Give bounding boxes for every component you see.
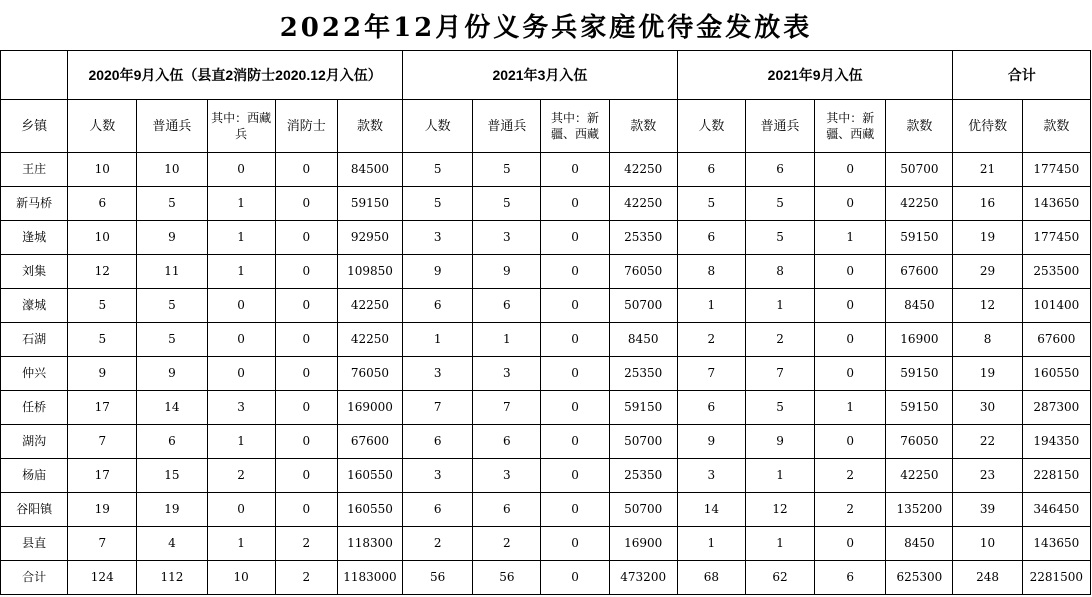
table-cell: 1 xyxy=(677,289,745,323)
table-cell: 3 xyxy=(403,221,473,255)
table-cell: 5 xyxy=(403,187,473,221)
table-cell: 6 xyxy=(677,153,745,187)
table-cell: 6 xyxy=(137,425,207,459)
table-cell: 8 xyxy=(745,255,814,289)
table-cell: 0 xyxy=(541,493,609,527)
table-cell: 3 xyxy=(403,357,473,391)
table-cell: 14 xyxy=(677,493,745,527)
table-cell: 0 xyxy=(541,459,609,493)
table-cell: 8 xyxy=(953,323,1022,357)
table-cell: 1 xyxy=(207,527,275,561)
table-cell: 253500 xyxy=(1022,255,1090,289)
table-cell: 2 xyxy=(745,323,814,357)
table-cell: 7 xyxy=(403,391,473,425)
table-cell: 0 xyxy=(541,425,609,459)
table-cell: 0 xyxy=(541,391,609,425)
table-cell: 1 xyxy=(403,323,473,357)
table-cell: 0 xyxy=(815,357,886,391)
page-title: 2022年12月份义务兵家庭优待金发放表 xyxy=(279,12,813,43)
table-cell: 0 xyxy=(541,153,609,187)
table-cell: 118300 xyxy=(337,527,402,561)
table-cell: 59150 xyxy=(886,221,953,255)
table-cell: 5 xyxy=(68,323,137,357)
table-cell: 0 xyxy=(275,357,337,391)
township-cell: 合计 xyxy=(1,561,68,595)
table-cell: 2281500 xyxy=(1022,561,1090,595)
table-cell: 1 xyxy=(207,221,275,255)
table-cell: 0 xyxy=(275,425,337,459)
table-cell: 9 xyxy=(68,357,137,391)
table-cell: 1 xyxy=(745,527,814,561)
table-cell: 17 xyxy=(68,391,137,425)
table-row xyxy=(1,153,1091,187)
table-cell: 10 xyxy=(207,561,275,595)
table-row xyxy=(1,187,1091,221)
table-cell: 0 xyxy=(275,153,337,187)
column-header: 款数 xyxy=(1022,100,1090,153)
table-cell: 9 xyxy=(745,425,814,459)
table-cell: 135200 xyxy=(886,493,953,527)
table-cell: 0 xyxy=(207,357,275,391)
table-cell: 0 xyxy=(815,153,886,187)
table-cell: 67600 xyxy=(1022,323,1090,357)
table-row xyxy=(1,425,1091,459)
table-cell: 3 xyxy=(207,391,275,425)
table-cell: 10 xyxy=(953,527,1022,561)
table-cell: 0 xyxy=(541,561,609,595)
township-cell: 仲兴 xyxy=(1,357,68,391)
table-cell: 12 xyxy=(68,255,137,289)
table-cell: 2 xyxy=(815,493,886,527)
table-cell: 6 xyxy=(473,493,541,527)
table-cell: 68 xyxy=(677,561,745,595)
table-cell: 5 xyxy=(745,221,814,255)
table-cell: 50700 xyxy=(609,425,677,459)
table-cell: 160550 xyxy=(337,493,402,527)
table-cell: 3 xyxy=(473,459,541,493)
table-cell: 169000 xyxy=(337,391,402,425)
table-cell: 5 xyxy=(473,187,541,221)
table-cell: 12 xyxy=(745,493,814,527)
table-cell: 14 xyxy=(137,391,207,425)
table-cell: 160550 xyxy=(337,459,402,493)
table-cell: 59150 xyxy=(609,391,677,425)
table-cell: 10 xyxy=(68,221,137,255)
table-cell: 2 xyxy=(275,561,337,595)
column-header: 消防士 xyxy=(275,100,337,153)
table-row xyxy=(1,493,1091,527)
table-cell: 2 xyxy=(677,323,745,357)
table-cell: 25350 xyxy=(609,357,677,391)
township-cell: 任桥 xyxy=(1,391,68,425)
table-cell: 50700 xyxy=(609,493,677,527)
table-cell: 9 xyxy=(677,425,745,459)
table-cell: 101400 xyxy=(1022,289,1090,323)
table-cell: 0 xyxy=(275,255,337,289)
table-cell: 248 xyxy=(953,561,1022,595)
table-cell: 0 xyxy=(541,255,609,289)
column-header: 其中：新疆、西藏 xyxy=(815,100,886,153)
table-cell: 625300 xyxy=(886,561,953,595)
table-cell: 7 xyxy=(68,425,137,459)
table-cell: 1 xyxy=(207,425,275,459)
table-cell: 1 xyxy=(207,187,275,221)
table-cell: 8450 xyxy=(886,527,953,561)
table-cell: 194350 xyxy=(1022,425,1090,459)
table-cell: 0 xyxy=(541,323,609,357)
table-cell: 19 xyxy=(953,221,1022,255)
table-cell: 19 xyxy=(68,493,137,527)
table-cell: 6 xyxy=(745,153,814,187)
table-cell: 6 xyxy=(677,391,745,425)
table-cell: 6 xyxy=(403,289,473,323)
table-cell: 6 xyxy=(403,493,473,527)
table-cell: 1 xyxy=(745,289,814,323)
table-cell: 16900 xyxy=(886,323,953,357)
column-header: 款数 xyxy=(886,100,953,153)
table-cell: 0 xyxy=(815,323,886,357)
table-cell: 0 xyxy=(207,153,275,187)
table-cell: 21 xyxy=(953,153,1022,187)
column-header: 其中：新疆、西藏 xyxy=(541,100,609,153)
table-cell: 56 xyxy=(403,561,473,595)
table-cell: 5 xyxy=(403,153,473,187)
table-cell: 92950 xyxy=(337,221,402,255)
township-cell: 杨庙 xyxy=(1,459,68,493)
column-header: 普通兵 xyxy=(473,100,541,153)
table-cell: 76050 xyxy=(609,255,677,289)
table-cell: 50700 xyxy=(609,289,677,323)
column-header: 款数 xyxy=(337,100,402,153)
table-cell: 0 xyxy=(541,289,609,323)
header-group-total: 合计 xyxy=(953,51,1091,100)
table-cell: 5 xyxy=(137,323,207,357)
table-cell: 11 xyxy=(137,255,207,289)
table-cell: 0 xyxy=(275,323,337,357)
township-cell: 县直 xyxy=(1,527,68,561)
table-cell: 6 xyxy=(677,221,745,255)
table-cell: 9 xyxy=(473,255,541,289)
table-cell: 1 xyxy=(677,527,745,561)
table-cell: 0 xyxy=(275,459,337,493)
table-cell: 1 xyxy=(815,221,886,255)
header-row-groups xyxy=(1,51,1091,100)
table-cell: 3 xyxy=(473,221,541,255)
table-cell: 67600 xyxy=(337,425,402,459)
table-cell: 0 xyxy=(815,527,886,561)
table-cell: 22 xyxy=(953,425,1022,459)
table-cell: 6 xyxy=(68,187,137,221)
table-cell: 473200 xyxy=(609,561,677,595)
table-cell: 76050 xyxy=(337,357,402,391)
column-header: 款数 xyxy=(609,100,677,153)
column-header: 乡镇 xyxy=(1,100,68,153)
table-cell: 23 xyxy=(953,459,1022,493)
table-cell: 10 xyxy=(68,153,137,187)
table-cell: 6 xyxy=(473,425,541,459)
table-cell: 50700 xyxy=(886,153,953,187)
table-cell: 42250 xyxy=(886,459,953,493)
table-cell: 29 xyxy=(953,255,1022,289)
table-cell: 143650 xyxy=(1022,187,1090,221)
table-cell: 0 xyxy=(541,187,609,221)
table-cell: 9 xyxy=(403,255,473,289)
township-cell: 湖沟 xyxy=(1,425,68,459)
table-cell: 76050 xyxy=(886,425,953,459)
table-cell: 0 xyxy=(207,289,275,323)
township-cell: 逢城 xyxy=(1,221,68,255)
table-row xyxy=(1,289,1091,323)
table-cell: 4 xyxy=(137,527,207,561)
table-cell: 62 xyxy=(745,561,814,595)
table-cell: 8 xyxy=(677,255,745,289)
table-cell: 7 xyxy=(473,391,541,425)
table-cell: 0 xyxy=(275,221,337,255)
table-cell: 5 xyxy=(745,391,814,425)
table-cell: 0 xyxy=(815,255,886,289)
table-cell: 2 xyxy=(403,527,473,561)
township-cell: 濠城 xyxy=(1,289,68,323)
table-cell: 42250 xyxy=(609,153,677,187)
table-cell: 42250 xyxy=(337,289,402,323)
table-cell: 177450 xyxy=(1022,221,1090,255)
table-cell: 8450 xyxy=(886,289,953,323)
table-cell: 0 xyxy=(815,187,886,221)
table-cell: 9 xyxy=(137,221,207,255)
column-header: 其中：西藏兵 xyxy=(207,100,275,153)
table-cell: 0 xyxy=(275,187,337,221)
table-cell: 1183000 xyxy=(337,561,402,595)
total-row xyxy=(1,561,1091,595)
table-cell: 59150 xyxy=(886,357,953,391)
table-cell: 346450 xyxy=(1022,493,1090,527)
header-group-2021-mar: 2021年3月入伍 xyxy=(403,51,678,100)
table-cell: 1 xyxy=(745,459,814,493)
table-cell: 124 xyxy=(68,561,137,595)
table-cell: 5 xyxy=(137,289,207,323)
township-cell: 王庄 xyxy=(1,153,68,187)
header-blank-cell xyxy=(1,51,68,100)
table-cell: 5 xyxy=(68,289,137,323)
table-cell: 15 xyxy=(137,459,207,493)
table-cell: 42250 xyxy=(886,187,953,221)
table-cell: 19 xyxy=(953,357,1022,391)
header-group-2020-sep: 2020年9月入伍（县直2消防士2020.12月入伍） xyxy=(68,51,403,100)
column-header: 优待数 xyxy=(953,100,1022,153)
table-cell: 6 xyxy=(403,425,473,459)
table-cell: 59150 xyxy=(886,391,953,425)
table-cell: 177450 xyxy=(1022,153,1090,187)
table-cell: 16900 xyxy=(609,527,677,561)
township-cell: 谷阳镇 xyxy=(1,493,68,527)
table-row xyxy=(1,459,1091,493)
table-cell: 12 xyxy=(953,289,1022,323)
table-cell: 7 xyxy=(745,357,814,391)
table-cell: 25350 xyxy=(609,221,677,255)
table-cell: 3 xyxy=(677,459,745,493)
table-cell: 1 xyxy=(815,391,886,425)
table-cell: 7 xyxy=(68,527,137,561)
table-cell: 16 xyxy=(953,187,1022,221)
table-cell: 0 xyxy=(275,391,337,425)
table-cell: 7 xyxy=(677,357,745,391)
table-cell: 19 xyxy=(137,493,207,527)
table-cell: 0 xyxy=(541,357,609,391)
table-cell: 5 xyxy=(745,187,814,221)
township-cell: 刘集 xyxy=(1,255,68,289)
header-row-columns xyxy=(1,100,1091,153)
table-cell: 0 xyxy=(815,425,886,459)
table-row xyxy=(1,357,1091,391)
table-cell: 39 xyxy=(953,493,1022,527)
table-cell: 17 xyxy=(68,459,137,493)
table-cell: 42250 xyxy=(337,323,402,357)
table-cell: 3 xyxy=(403,459,473,493)
column-header: 人数 xyxy=(677,100,745,153)
header-group-2021-sep: 2021年9月入伍 xyxy=(677,51,953,100)
column-header: 人数 xyxy=(403,100,473,153)
township-cell: 石湖 xyxy=(1,323,68,357)
table-cell: 1 xyxy=(207,255,275,289)
column-header: 人数 xyxy=(68,100,137,153)
table-cell: 5 xyxy=(473,153,541,187)
table-cell: 160550 xyxy=(1022,357,1090,391)
table-row xyxy=(1,221,1091,255)
table-cell: 0 xyxy=(541,527,609,561)
table-cell: 2 xyxy=(207,459,275,493)
table-cell: 6 xyxy=(815,561,886,595)
table-row xyxy=(1,255,1091,289)
table-cell: 8450 xyxy=(609,323,677,357)
table-cell: 2 xyxy=(473,527,541,561)
table-cell: 0 xyxy=(275,493,337,527)
township-cell: 新马桥 xyxy=(1,187,68,221)
table-cell: 0 xyxy=(815,289,886,323)
table-cell: 3 xyxy=(473,357,541,391)
table-cell: 109850 xyxy=(337,255,402,289)
column-header: 普通兵 xyxy=(137,100,207,153)
table-cell: 2 xyxy=(815,459,886,493)
table-cell: 84500 xyxy=(337,153,402,187)
table-cell: 228150 xyxy=(1022,459,1090,493)
table-cell: 0 xyxy=(207,493,275,527)
table-cell: 9 xyxy=(137,357,207,391)
table-cell: 0 xyxy=(541,221,609,255)
table-cell: 112 xyxy=(137,561,207,595)
table-row xyxy=(1,527,1091,561)
table-cell: 67600 xyxy=(886,255,953,289)
table-cell: 6 xyxy=(473,289,541,323)
table-cell: 5 xyxy=(137,187,207,221)
table-cell: 0 xyxy=(275,289,337,323)
table-cell: 143650 xyxy=(1022,527,1090,561)
table-cell: 10 xyxy=(137,153,207,187)
table-cell: 59150 xyxy=(337,187,402,221)
allowance-table xyxy=(0,50,1091,595)
table-cell: 30 xyxy=(953,391,1022,425)
table-row xyxy=(1,391,1091,425)
table-cell: 5 xyxy=(677,187,745,221)
table-cell: 287300 xyxy=(1022,391,1090,425)
table-row xyxy=(1,323,1091,357)
table-cell: 42250 xyxy=(609,187,677,221)
table-cell: 56 xyxy=(473,561,541,595)
table-cell: 2 xyxy=(275,527,337,561)
table-cell: 1 xyxy=(473,323,541,357)
table-cell: 0 xyxy=(207,323,275,357)
table-cell: 25350 xyxy=(609,459,677,493)
column-header: 普通兵 xyxy=(745,100,814,153)
